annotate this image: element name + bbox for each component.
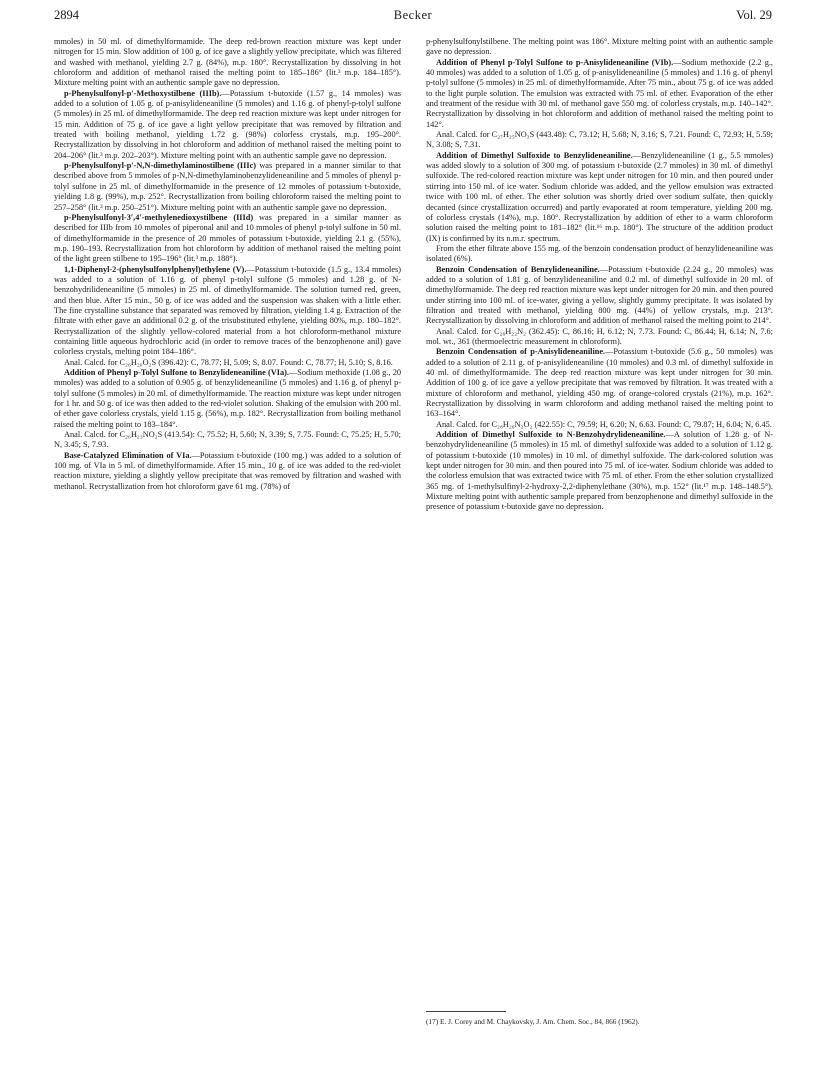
paragraph-text: —Potassium t-butoxide (100 mg.) was added to a solution of 100 mg. of VIa in 5 ml. of dimethylformamide. After 15 min., 10 g. of ice was added to the red-violet reaction mixture, yielding a slightly yellow precipitate that was removed by filtration and washed with methanol. Recrystallization from hot chloroform gave 61 mg. (78%) of xyxy=(54,450,401,491)
section-heading: p-Phenylsulfonyl-3′,4′-methylenedioxystilbene (IIId) xyxy=(64,212,254,222)
paragraph-text: From the ether filtrate above 155 mg. of the benzoin condensation product of benzylideneaniline was isolated (6%). xyxy=(426,243,773,264)
paragraph xyxy=(426,420,773,430)
section-heading: Addition of Dimethyl Sulfoxide to Benzylideneaniline. xyxy=(436,150,633,160)
section-heading: Addition of Dimethyl Sulfoxide to N-Benzohydrylideneaniline. xyxy=(436,430,666,440)
paragraph xyxy=(426,58,773,130)
paragraph xyxy=(54,368,401,430)
paragraph xyxy=(54,89,401,161)
section-heading: 1,1-Diphenyl-2-(phenylsulfonylphenyl)ethylene (V). xyxy=(64,264,247,274)
paragraph-text: —A solution of 1.28 g. of N-benzohydrylideneaniline (5 mmoles) in 15 ml. of dimethyl sulfoxide was added to a solution of 1.12 g. of potassium t-butoxide (10 mmoles) in 10 ml. of dimethyl sulfoxide. The dark-colored solution was kept under nitrogen for 30 min. and then poured into 75 ml. of ice-water. Sodium chloride was added to the colorless emulsion that was extracted twice with 75 ml. of ether. From the ether solution crystallized 365 mg. of 1-methylsulfinyl-2-hydroxy-2,2-diphenylethane (30%), m.p. 152° (lit.¹⁷ m.p. 148–148.5°). Mixture melting point with authentic sample prepared from benzophenone and dimethyl sulfoxide in the presence of potassium t-butoxide gave no depression. xyxy=(426,430,773,512)
paragraph xyxy=(54,161,401,213)
paragraph xyxy=(426,244,773,265)
left-column xyxy=(54,37,401,492)
section-heading: Addition of Phenyl p-Tolyl Sulfone to Benzylideneaniline (VIa). xyxy=(64,368,289,377)
paragraph xyxy=(426,265,773,327)
paragraph xyxy=(54,358,401,368)
running-title: Becker xyxy=(393,8,433,22)
paragraph-text: —Sodium methoxide (2.2 g., 40 mmoles) was added to a solution of 1.05 g. of p-anisylideneaniline (5 mmoles) and 1.16 g. of phenyl p-tolyl sulfone (5 mmoles) in 25 ml. of dimethylformamide. After 75 min., about 75 g. of ice was added to the light purple solution. The emulsion was extracted with 75 ml. of ether. Evaporation of the ether and treatment of the residue with 30 ml. of methanol gave 550 mg. of colorless crystals, m.p. 140–142°. Recrystallization by dissolving in hot chloroform and addition of methanol raised the melting point to 142°. xyxy=(426,57,773,129)
paragraph-text: Anal. Calcd. for C₂₆H₂₂N₂ (362.45): C, 86.16; H, 6.12; N, 7.73. Found: C, 86.44; H, 6.14; N, 7.6; mol. wt., 361 (thermoelectric measurement in chloroform). xyxy=(426,326,773,346)
paragraph xyxy=(426,130,773,151)
paragraph xyxy=(54,265,401,358)
paragraph-text: —Potassium t-butoxide (2.24 g., 20 mmoles) was added to a solution of 1.81 g. of benzylideneaniline and 0.2 ml. of dimethyl sulfoxide in 20 ml. of dimethylformamide. The deep red reaction mixture was kept under nitrogen for 20 min. and then poured under stirring into 100 ml. of ice-water, giving a yellow, slightly gummy precipitate. It was isolated by filtration and treated with methanol, yielding 800 mg. (44%) of yellow crystals, m.p. 213°. Recrystallization by dissolving in chloroform and addition of methanol raised the melting point to 214°. xyxy=(426,264,773,326)
paragraph-text: —Potassium t-butoxide (1.5 g., 13.4 mmoles) was added to a solution of 1.16 g. of phenyl p-tolyl sulfone (5 mmoles) and 1.28 g. of N-benzohydrilideneaniline (5 mmoles) in 25 ml. of dimethylformamide. The solution turned red, green, and then blue. After 15 min., 50 g. of ice was added and the suspension was shaken with a little ether. The fine crystalline substance that separated was removed by filtration, yielding 1.4 g. Extraction of the filtrate with ether gave an additional 0.2 g. of the trisubstituted ethylene, yielding 80%, m.p. 180–182°. Recrystallization of the slightly yellow-colored material from a hot chloroform-methanol mixture containing little aqueous hydrochloric acid (in order to remove traces of the benzophenone anil) gave colorless crystals, melting point 184–186°. xyxy=(54,264,401,357)
section-heading: Base-Catalyzed Elimination of VIa. xyxy=(64,450,192,460)
paragraph-text: —Sodium methoxide (1.08 g., 20 mmoles) was added to a solution of 0.905 g. of benzylideneaniline (5 mmoles) and 1.16 g. of phenyl p-tolyl sulfone (5 mmoles) in 20 ml. of dimethylformamide. The reaction mixture was kept under nitrogen for 1 hr. and 50 g. of ice was then added to the red-violet solution. Shaking of the emulsion with 200 ml. of ether gave colorless crystals, yield 1.15 g. (56%), m.p. 182°. Recrystallization from boiling methanol raised the melting point to 183–184°. xyxy=(54,368,402,429)
paragraph-text: p-phenylsulfonylstilbene. The melting point was 186°. Mixture melting point with an authentic sample gave no depression. xyxy=(426,37,773,57)
volume-label: Vol. 29 xyxy=(736,8,772,22)
section-heading: Benzoin Condensation of p-Anisylideneaniline. xyxy=(436,347,606,357)
paragraph xyxy=(54,213,401,265)
paragraph-text: Anal. Calcd. for C₂₈H₂₆N₂O₂ (422.55): C, 79.59; H, 6.20; N, 6.63. Found: C, 79.87; H, 6.04; N, 6.45. xyxy=(436,419,772,429)
paragraph-text: mmoles) in 50 ml. of dimethylformamide. The deep red-brown reaction mixture was kept under nitrogen for 15 min. Slow addition of 100 g. of ice gave a slightly yellow precipitate, which was filtered and washed with methanol, yielding 2.7 g. (84%), m.p. 180°. Recrystallization by dissolving in hot chloroform and addition of methanol raised the melting point to 185–186° (lit.³ m.p. 184–185°). Mixture melting point with an authentic sample gave no depression. xyxy=(54,37,401,88)
right-column xyxy=(426,37,773,513)
paragraph-text: —Potassium t-butoxide (1.57 g., 14 mmoles) was added to a solution of 1.05 g. of p-anisylideneaniline (5 mmoles) and 1.16 g. of phenyl-p-tolyl sulfone (5 mmoles) in 25 ml. of dimethylformamide. The deep red reaction mixture was kept under nitrogen for 15 min. Addition of 75 g. of ice gave a light yellow precipitate that was removed by filtration and treated with boiling methanol, yielding 1.72 g. (98%) colorless crystals, m.p. 195–200°. Recrystallization by dissolving in hot chloroform and addition of methanol raised the melting point to 204–206° (lit.³ m.p. 202–203°). Mixture melting point with an authentic sample gave no depression. xyxy=(54,88,401,160)
page-number: 2894 xyxy=(54,8,79,22)
paragraph xyxy=(426,37,773,58)
page-header xyxy=(54,8,772,26)
paragraph-text: Anal. Calcd. for C₂₇H₂₅NO₃S (443.48): C, 73.12; H, 5.68; N, 3.16; S, 7.21. Found: C, 72.93; H, 5.59; N, 3.08; S, 7.31. xyxy=(426,130,773,150)
section-heading: p-Phenylsulfonyl-p′-N,N-dimethylaminostilbene (IIIc) xyxy=(64,161,257,171)
paragraph xyxy=(426,430,773,513)
paragraph xyxy=(54,37,401,89)
section-heading: Addition of Phenyl p-Tolyl Sulfone to p-Anisylideneaniline (VIb). xyxy=(436,57,674,67)
paragraph xyxy=(426,327,773,348)
footnote-rule xyxy=(426,1011,506,1012)
paragraph xyxy=(426,151,773,244)
paragraph-text: —Benzylideneaniline (1 g., 5.5 mmoles) was added slowly to a solution of 300 mg. of potassium t-butoxide (2.7 mmoles) in 30 ml. of dimethyl sulfoxide. The red-colored reaction mixture was kept under nitrogen for 10 min. and then poured under stirring into 150 ml. of ice water. Sodium chloride was added, and the yellow emulsion was extracted twice with 100 ml. of ether. The ether solution was shortly dried over sodium sulfate, then quickly decanted (since crystallization occurred) and partly evaporated at room temperature, yielding 200 mg. of colorless crystals (14%), m.p. 180°. Recrystallization by addition of ether to a warm chloroform solution raised the melting point to 181–182° (lit.¹⁶ m.p. 180°). The structure of the addition product (IX) is confirmed by its n.m.r. spectrum. xyxy=(426,150,773,243)
paragraph-text: —Potassium t-butoxide (5.6 g., 50 mmoles) was added to a solution of 2.11 g. of p-anisylideneaniline (10 mmoles) and 0.3 ml. of dimethyl sulfoxide in 40 ml. of dimethylformamide. The deep red reaction mixture was kept under nitrogen for 30 min. Addition of 100 g. of ice gave a yellow precipitate that was removed by filtration. It was treated with a mixture of chloroform and methanol, yielding 450 mg. of orange-colored crystals (21%), m.p. 162°. Recrystallization by dissolving in warm chloroform and adding methanol raised the melting point to 163–164°. xyxy=(426,347,773,419)
section-heading: Benzoin Condensation of Benzylideneaniline. xyxy=(436,264,600,274)
paragraph xyxy=(426,347,773,419)
paragraph xyxy=(54,430,401,451)
paragraph-text: was prepared in a similar manner as described for IIIb from 10 mmoles of piperonal anil and 10 mmoles of phenyl p-tolyl sulfone in 50 ml. of dimethylformamide in the presence of 20 mmoles of potassium t-butoxide, yielding 2.1 g. (55%), m.p. 190–193. Recrystallization from hot chloroform by addition of methanol raised the melting point of the light green stilbene to 195–196° (lit.³ m.p. 188°). xyxy=(54,212,401,264)
footnote: (17) E. J. Corey and M. Chaykovsky, J. Am. Chem. Soc., 84, 866 (1962). xyxy=(426,1017,640,1026)
section-heading: p-Phenylsulfonyl-p′-Methoxystilbene (IIIb). xyxy=(64,88,222,98)
paragraph-text: was prepared in a manner similar to that described above from 5 mmoles of p-N,N-dimethylaminobenzylideneaniline and 5 mmoles of phenyl p-tolyl sulfone in 25 ml. of dimethylformamide in the presence of 12 mmoles of potassium t-butoxide, yielding 1.8 g. (99%), m.p. 252°. Recrystallization from boiling chloroform raised the melting point to 257–258° (lit.³ m.p. 250–251°). Mixture melting point with an authentic sample gave no depression. xyxy=(54,161,402,212)
paragraph-text: Anal. Calcd. for C₂₆H₂₃NO₂S (413.54): C, 75.52; H, 5.60; N, 3.39; S, 7.75. Found: C, 75.25; H, 5.70; N, 3.45; S, 7.93. xyxy=(54,430,401,450)
paragraph-text: Anal. Calcd. for C₂₆H₂₀O₂S (396.42): C, 78.77; H, 5.09; S, 8.07. Found: C, 78.77; H, 5.10; S, 8.16. xyxy=(64,357,393,367)
paragraph xyxy=(54,451,401,492)
